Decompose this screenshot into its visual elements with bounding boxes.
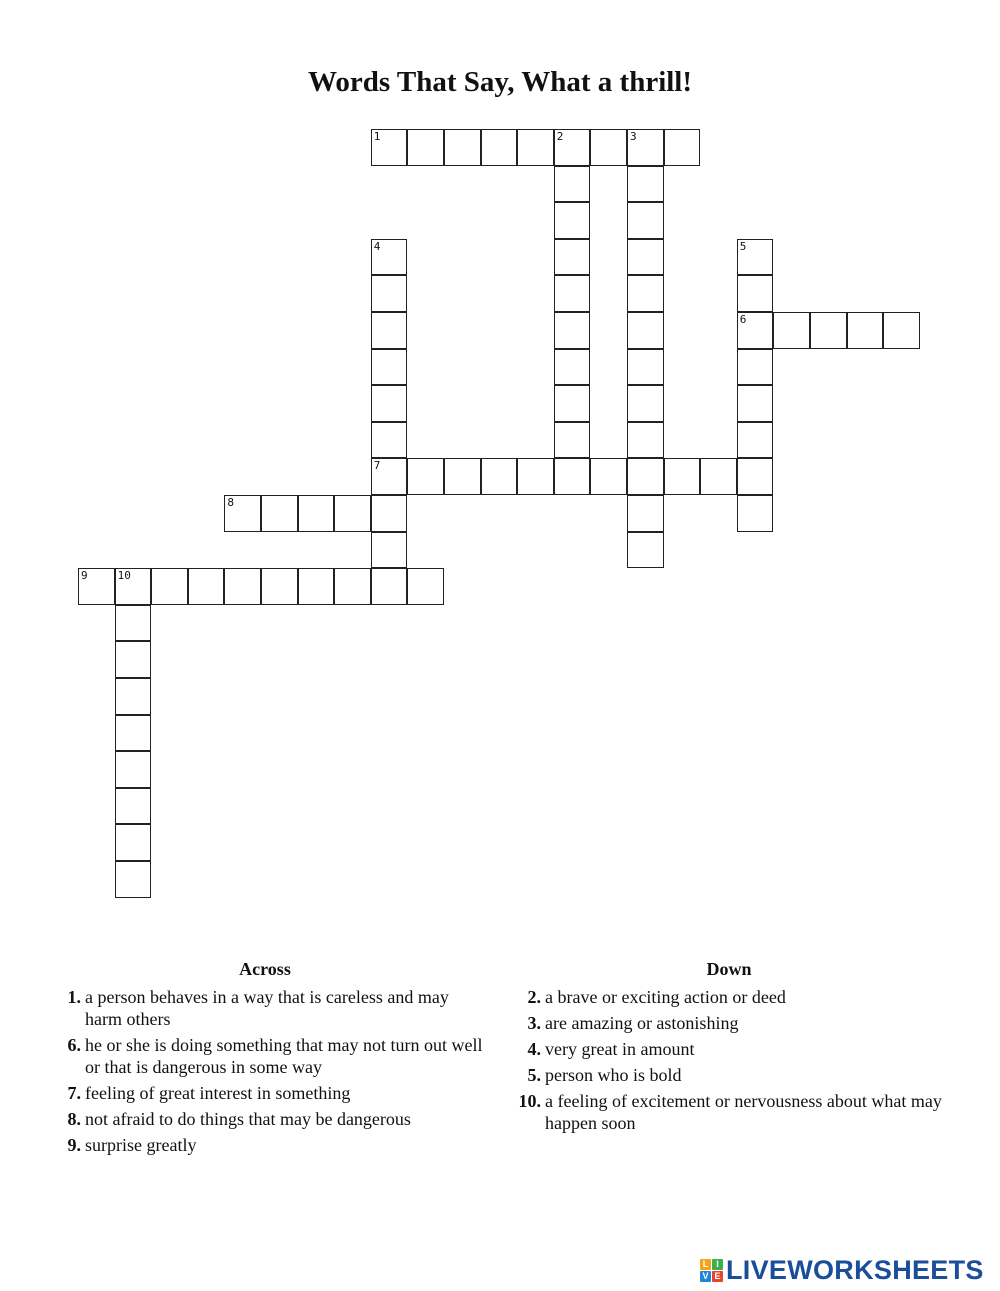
cell-letter-input[interactable] [225, 569, 260, 604]
grid-cell[interactable] [115, 568, 152, 605]
cell-letter-input[interactable] [774, 313, 809, 348]
grid-cell[interactable] [737, 275, 774, 312]
clue-down-10 [505, 1090, 953, 1134]
cell-letter-input[interactable] [116, 642, 151, 677]
grid-cell[interactable] [115, 678, 152, 715]
grid-cell[interactable] [627, 458, 664, 495]
clue-across-6 [45, 1034, 485, 1078]
cell-letter-input[interactable] [555, 386, 590, 421]
cell-letter-input[interactable] [555, 240, 590, 275]
cell-letter-input[interactable] [555, 130, 590, 165]
grid-cell[interactable] [371, 275, 408, 312]
clue-text: person who is bold [545, 1065, 682, 1085]
logo-mark-icon [700, 1259, 723, 1282]
grid-cell[interactable] [261, 495, 298, 532]
clue-text: a brave or exciting action or deed [545, 987, 786, 1007]
worksheet-title: Words That Say, What a thrill! [307, 66, 693, 98]
grid-cell[interactable] [554, 202, 591, 239]
grid-cell[interactable] [847, 312, 884, 349]
grid-cell[interactable] [554, 349, 591, 386]
clue-across-1 [45, 986, 485, 1030]
cell-letter-input[interactable] [555, 167, 590, 202]
grid-cell[interactable] [627, 385, 664, 422]
clue-number: 2. [527, 987, 541, 1007]
cell-number: 1 [373, 130, 381, 143]
clue-text: are amazing or astonishing [545, 1013, 739, 1033]
grid-cell[interactable] [115, 788, 152, 825]
cell-letter-input[interactable] [811, 313, 846, 348]
cell-letter-input[interactable] [372, 313, 407, 348]
grid-cell[interactable] [627, 312, 664, 349]
cell-letter-input[interactable] [335, 569, 370, 604]
grid-cell[interactable] [737, 349, 774, 386]
cell-letter-input[interactable] [665, 459, 700, 494]
clue-text: not afraid to do things that may be dangerous [85, 1109, 411, 1129]
cell-letter-input[interactable] [299, 496, 334, 531]
clue-down-3 [505, 1012, 953, 1034]
cell-letter-input[interactable] [482, 459, 517, 494]
grid-cell[interactable] [371, 422, 408, 459]
clue-text: surprise greatly [85, 1135, 197, 1155]
logo-mark-letter: I [712, 1259, 723, 1270]
cell-letter-input[interactable] [408, 130, 443, 165]
grid-cell[interactable] [554, 385, 591, 422]
cell-letter-input[interactable] [116, 606, 151, 641]
cell-letter-input[interactable] [116, 716, 151, 751]
grid-cell[interactable] [883, 312, 920, 349]
grid-cell[interactable] [737, 422, 774, 459]
cell-letter-input[interactable] [628, 350, 663, 385]
cell-letter-input[interactable] [628, 459, 663, 494]
clue-text: he or she is doing something that may not turn out well or that is dangerous in some way [85, 1035, 483, 1077]
cell-number: 6 [739, 313, 747, 326]
grid-cell[interactable] [737, 495, 774, 532]
cell-letter-input[interactable] [628, 240, 663, 275]
grid-cell[interactable] [664, 129, 701, 166]
grid-cell[interactable] [115, 861, 152, 898]
clue-down-2 [505, 986, 953, 1008]
grid-cell[interactable] [554, 422, 591, 459]
cell-letter-input[interactable] [591, 459, 626, 494]
cell-letter-input[interactable] [299, 569, 334, 604]
clue-across-7 [45, 1082, 485, 1104]
cell-letter-input[interactable] [555, 423, 590, 458]
liveworksheets-logo [700, 1253, 984, 1287]
cell-letter-input[interactable] [884, 313, 919, 348]
cell-letter-input[interactable] [628, 496, 663, 531]
grid-cell[interactable] [481, 129, 518, 166]
clue-number: 10. [518, 1091, 541, 1111]
grid-cell[interactable] [627, 239, 664, 276]
clue-text: very great in amount [545, 1039, 695, 1059]
cell-letter-input[interactable] [665, 130, 700, 165]
grid-cell[interactable] [224, 568, 261, 605]
grid-cell[interactable] [115, 751, 152, 788]
grid-cell[interactable] [773, 312, 810, 349]
cell-letter-input[interactable] [738, 459, 773, 494]
down-clues [505, 958, 953, 1138]
cell-letter-input[interactable] [591, 130, 626, 165]
grid-cell[interactable] [371, 349, 408, 386]
grid-cell[interactable] [664, 458, 701, 495]
grid-cell[interactable] [407, 458, 444, 495]
cell-letter-input[interactable] [79, 569, 114, 604]
grid-cell[interactable] [224, 495, 261, 532]
grid-cell[interactable] [371, 458, 408, 495]
grid-cell[interactable] [517, 458, 554, 495]
cell-letter-input[interactable] [628, 130, 663, 165]
cell-letter-input[interactable] [116, 679, 151, 714]
cell-letter-input[interactable] [738, 276, 773, 311]
cell-letter-input[interactable] [408, 459, 443, 494]
clue-number: 6. [67, 1035, 81, 1055]
cell-letter-input[interactable] [555, 313, 590, 348]
cell-letter-input[interactable] [701, 459, 736, 494]
cell-letter-input[interactable] [372, 459, 407, 494]
clue-text: feeling of great interest in something [85, 1083, 351, 1103]
cell-letter-input[interactable] [628, 313, 663, 348]
cell-letter-input[interactable] [738, 423, 773, 458]
grid-cell[interactable] [481, 458, 518, 495]
grid-cell[interactable] [627, 129, 664, 166]
cell-letter-input[interactable] [372, 533, 407, 568]
grid-cell[interactable] [407, 568, 444, 605]
grid-cell[interactable] [737, 312, 774, 349]
cell-letter-input[interactable] [116, 789, 151, 824]
cell-letter-input[interactable] [372, 240, 407, 275]
cell-number: 7 [373, 459, 381, 473]
grid-cell[interactable] [371, 129, 408, 166]
grid-cell[interactable] [810, 312, 847, 349]
clue-down-4 [505, 1038, 953, 1060]
cell-letter-input[interactable] [738, 240, 773, 275]
grid-cell[interactable] [627, 166, 664, 203]
grid-cell[interactable] [115, 715, 152, 752]
grid-cell[interactable] [261, 568, 298, 605]
cell-number: 9 [81, 569, 88, 583]
cell-letter-input[interactable] [518, 459, 553, 494]
grid-cell[interactable] [371, 312, 408, 349]
cell-number: 5 [739, 239, 747, 253]
logo-text: LIVEWORKSHEETS [726, 1254, 984, 1285]
cell-letter-input[interactable] [189, 569, 224, 604]
cell-letter-input[interactable] [372, 423, 407, 458]
cell-number: 10 [117, 569, 131, 583]
grid-cell[interactable] [554, 275, 591, 312]
clue-across-9 [45, 1134, 485, 1156]
logo-mark-letter: V [700, 1271, 711, 1282]
grid-cell[interactable] [737, 385, 774, 422]
grid-cell[interactable] [737, 239, 774, 276]
cell-letter-input[interactable] [482, 130, 517, 165]
grid-cell[interactable] [371, 568, 408, 605]
cell-letter-input[interactable] [628, 203, 663, 238]
grid-cell[interactable] [737, 458, 774, 495]
grid-cell[interactable] [554, 312, 591, 349]
cell-letter-input[interactable] [518, 130, 553, 165]
cell-letter-input[interactable] [372, 130, 407, 165]
cell-letter-input[interactable] [628, 167, 663, 202]
grid-cell[interactable] [407, 129, 444, 166]
grid-cell[interactable] [334, 495, 371, 532]
clue-number: 9. [67, 1135, 81, 1155]
grid-cell[interactable] [517, 129, 554, 166]
cell-letter-input[interactable] [372, 386, 407, 421]
cell-letter-input[interactable] [445, 459, 480, 494]
grid-cell[interactable] [371, 385, 408, 422]
cell-letter-input[interactable] [738, 386, 773, 421]
grid-cell[interactable] [590, 458, 627, 495]
clue-text: a feeling of excitement or nervousness about what may happen soon [545, 1091, 942, 1133]
grid-cell[interactable] [78, 568, 115, 605]
cell-letter-input[interactable] [738, 496, 773, 531]
cell-letter-input[interactable] [372, 496, 407, 531]
grid-cell[interactable] [554, 239, 591, 276]
clue-number: 4. [527, 1039, 541, 1059]
down-heading: Down [706, 959, 752, 979]
grid-cell[interactable] [627, 422, 664, 459]
cell-number: 3 [630, 130, 637, 143]
grid-cell[interactable] [554, 129, 591, 166]
grid-cell[interactable] [371, 532, 408, 569]
across-heading: Across [239, 959, 291, 979]
cell-letter-input[interactable] [555, 350, 590, 385]
grid-cell[interactable] [627, 495, 664, 532]
cell-letter-input[interactable] [262, 496, 297, 531]
grid-cell[interactable] [554, 458, 591, 495]
clue-across-8 [45, 1108, 485, 1130]
grid-cell[interactable] [115, 641, 152, 678]
grid-cell[interactable] [590, 129, 627, 166]
grid-cell[interactable] [444, 129, 481, 166]
grid-cell[interactable] [188, 568, 225, 605]
clue-number: 7. [67, 1083, 81, 1103]
clue-down-5 [505, 1064, 953, 1086]
grid-cell[interactable] [371, 495, 408, 532]
cell-letter-input[interactable] [152, 569, 187, 604]
cell-letter-input[interactable] [408, 569, 443, 604]
across-clues [45, 958, 485, 1160]
logo-mark-letter: L [700, 1259, 711, 1270]
cell-number: 8 [227, 496, 235, 509]
grid-cell[interactable] [298, 568, 335, 605]
cell-letter-input[interactable] [116, 825, 151, 860]
cell-letter-input[interactable] [628, 423, 663, 458]
cell-letter-input[interactable] [628, 386, 663, 421]
grid-cell[interactable] [627, 275, 664, 312]
grid-cell[interactable] [627, 202, 664, 239]
grid-cell[interactable] [115, 824, 152, 861]
clue-text: a person behaves in a way that is careless and may harm others [85, 987, 449, 1029]
cell-number: 2 [556, 130, 564, 143]
cell-letter-input[interactable] [738, 350, 773, 385]
grid-cell[interactable] [371, 239, 408, 276]
clue-number: 1. [67, 987, 81, 1007]
grid-cell[interactable] [115, 605, 152, 642]
cell-letter-input[interactable] [372, 276, 407, 311]
grid-cell[interactable] [700, 458, 737, 495]
cell-letter-input[interactable] [225, 496, 260, 531]
logo-mark-letter: E [712, 1271, 723, 1282]
cell-letter-input[interactable] [628, 276, 663, 311]
grid-cell[interactable] [627, 532, 664, 569]
cell-letter-input[interactable] [116, 862, 151, 897]
grid-cell[interactable] [334, 568, 371, 605]
clue-number: 3. [527, 1013, 541, 1033]
cell-letter-input[interactable] [555, 276, 590, 311]
cell-letter-input[interactable] [372, 569, 407, 604]
grid-cell[interactable] [444, 458, 481, 495]
cell-letter-input[interactable] [445, 130, 480, 165]
cell-letter-input[interactable] [116, 569, 151, 604]
grid-cell[interactable] [554, 166, 591, 203]
cell-letter-input[interactable] [628, 533, 663, 568]
grid-cell[interactable] [627, 349, 664, 386]
cell-number: 4 [373, 239, 381, 253]
cell-letter-input[interactable] [555, 203, 590, 238]
grid-cell[interactable] [151, 568, 188, 605]
cell-letter-input[interactable] [848, 313, 883, 348]
cell-letter-input[interactable] [555, 459, 590, 494]
grid-cell[interactable] [298, 495, 335, 532]
clue-number: 8. [67, 1109, 81, 1129]
clue-number: 5. [527, 1065, 541, 1085]
cell-letter-input[interactable] [335, 496, 370, 531]
cell-letter-input[interactable] [262, 569, 297, 604]
cell-letter-input[interactable] [116, 752, 151, 787]
cell-letter-input[interactable] [372, 350, 407, 385]
cell-letter-input[interactable] [738, 313, 773, 348]
